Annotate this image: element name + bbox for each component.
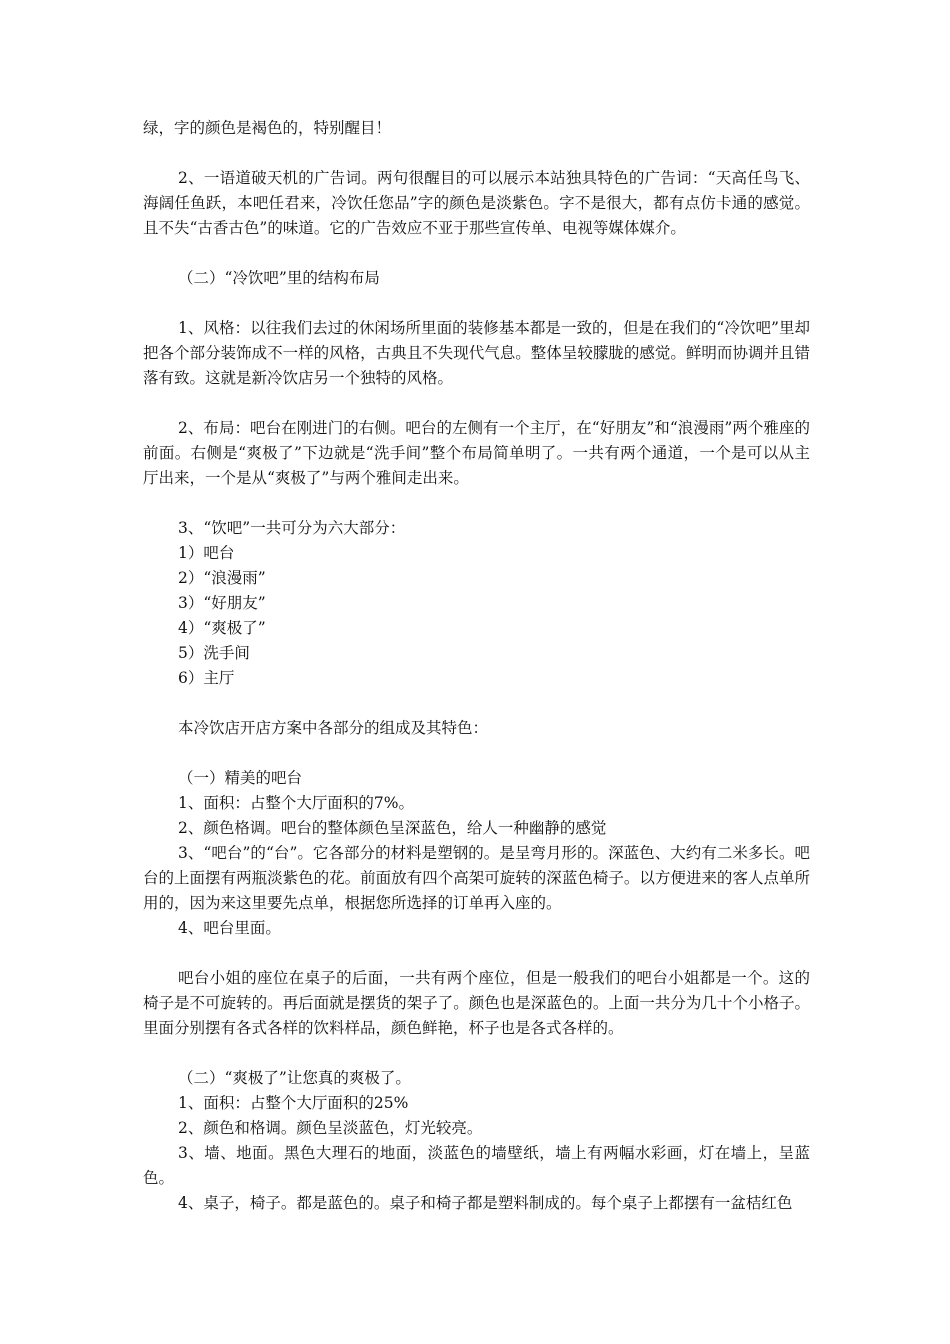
- paragraph-ad-slogan: 2、一语道破天机的广告词。两句很醒目的可以展示本站独具特色的广告词：“天高任鸟飞、海阔任鱼跃，本吧任君来，冷饮任您品”字的颜色是淡紫色。字不是很大，都有点仿卡通的感觉。且不失“古香古色”的味道。它的广告效应不亚于那些宣传单、电视等媒体媒介。: [143, 169, 810, 237]
- paragraph-parts-intro: 3、“饮吧”一共可分为六大部分：: [178, 519, 406, 537]
- parts-list: [143, 541, 810, 691]
- heading-bar: （一）精美的吧台: [178, 769, 303, 787]
- list-item: 3）“好朋友”: [178, 594, 266, 612]
- paragraph-plan: 本冷饮店开店方案中各部分的组成及其特色：: [178, 719, 489, 737]
- list-item: 2）“浪漫雨”: [178, 569, 266, 587]
- bar-inside: 4、吧台里面。: [178, 919, 281, 937]
- bar-material: 3、“吧台”的“台”。它各部分的材料是塑钢的。是呈弯月形的。深蓝色、大约有二米多长。吧台的上面摆有两瓶淡紫色的花。前面放有四个高架可旋转的深蓝色椅子。以方便进来的客人点单所用的，因为来这里要先点单，根据您所选择的订单再入座的。: [143, 844, 810, 912]
- shuang-color: 2、颜色和格调。颜色呈淡蓝色，灯光较亮。: [178, 1119, 483, 1137]
- paragraph-bar-staff: 吧台小姐的座位在桌子的后面，一共有两个座位，但是一般我们的吧台小姐都是一个。这的椅子是不可旋转的。再后面就是摆货的架子了。颜色也是深蓝色的。上面一共分为几十个小格子。里面分别摆有各式各样的饮料样品，颜色鲜艳，杯子也是各式各样的。: [143, 969, 810, 1037]
- bar-area: 1、面积：占整个大厅面积的7%。: [178, 794, 414, 812]
- paragraph-intro-end: 绿，字的颜色是褐色的，特别醒目！: [143, 119, 392, 137]
- shuang-wall: 3、墙、地面。黑色大理石的地面，淡蓝色的墙壁纸，墙上有两幅水彩画，灯在墙上，呈蓝色。: [143, 1144, 810, 1187]
- shuang-table: 4、桌子，椅子。都是蓝色的。桌子和椅子都是塑料制成的。每个桌子上都摆有一盆桔红色: [178, 1194, 793, 1212]
- paragraph-style: 1、风格：以往我们去过的休闲场所里面的装修基本都是一致的，但是在我们的“冷饮吧”里却把各个部分装饰成不一样的风格，古典且不失现代气息。整体呈较朦胧的感觉。鲜明而协调并且错落有致。这就是新冷饮店另一个独特的风格。: [143, 319, 810, 387]
- heading-shuang: （二）“爽极了”让您真的爽极了。: [178, 1069, 411, 1087]
- list-item: 6）主厅: [178, 669, 235, 687]
- shuang-area: 1、面积：占整个大厅面积的25%: [178, 1094, 409, 1112]
- paragraph-layout: 2、布局：吧台在刚进门的右侧。吧台的左侧有一个主厅，在“好朋友”和“浪漫雨”两个雅座的前面。右侧是“爽极了”下边就是“洗手间”整个布局简单明了。一共有两个通道，一个是可以从主厅出来，一个是从“爽极了”与两个雅间走出来。: [143, 419, 810, 487]
- list-item: 4）“爽极了”: [178, 619, 266, 637]
- bar-color: 2、颜色格调。吧台的整体颜色呈深蓝色，给人一种幽静的感觉: [178, 819, 607, 837]
- heading-layout: （二）“冷饮吧”里的结构布局: [178, 269, 380, 287]
- list-item: 5）洗手间: [178, 644, 250, 662]
- list-item: 1）吧台: [178, 544, 235, 562]
- document-body: [143, 116, 810, 1216]
